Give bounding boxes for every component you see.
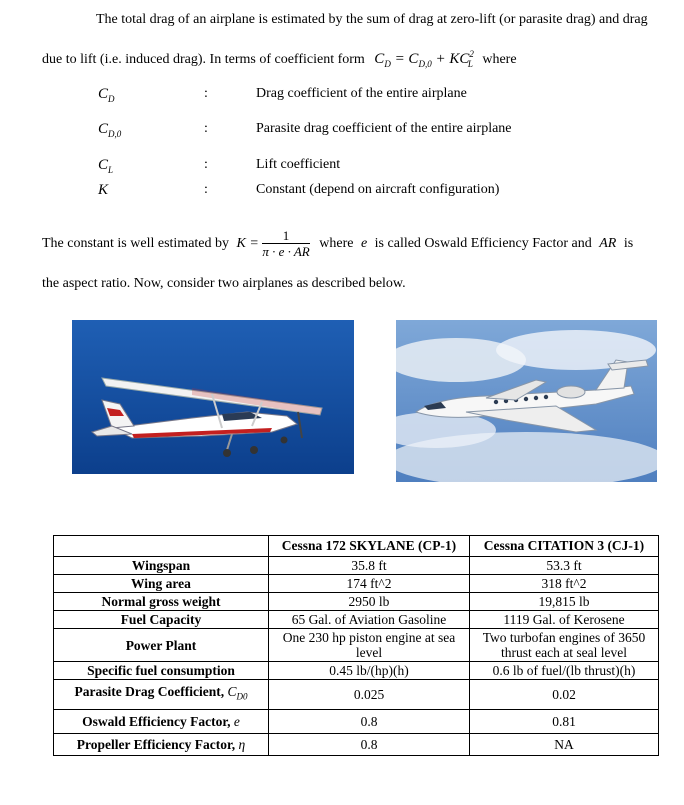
row-label-oswald: Oswald Efficiency Factor, e [54, 709, 269, 733]
def-desc-cd: Drag coefficient of the entire airplane [256, 86, 467, 101]
row-label: Wingspan [54, 557, 269, 575]
table-row [54, 680, 659, 710]
def-desc-cl: Lift coefficient [256, 157, 341, 172]
table-row [54, 733, 659, 755]
k-symbol: K = [236, 236, 259, 252]
table-row [54, 593, 659, 611]
cell-cj1: 0.81 [470, 709, 659, 733]
row-label-parasite: Parasite Drag Coefficient, $C_{D0}$ [54, 680, 269, 710]
table-header-row [54, 536, 659, 557]
cell-cj1: Two turbofan engines of 3650 thrust each at seal level [470, 629, 659, 662]
cell-cp1: 0.025 [269, 680, 470, 710]
cell-cj1: 53.3 ft [470, 557, 659, 575]
intro-line-1: The total drag of an airplane is estimated by the sum of drag at zero-lift (or parasite drag) and drag [96, 12, 648, 27]
cell-cj1: 0.6 lb of fuel/(lb thrust)(h) [470, 662, 659, 680]
header-cj1: Cessna CITATION 3 (CJ-1) [470, 536, 659, 557]
def-colon: : [204, 86, 208, 101]
cell-cj1: 1119 Gal. of Kerosene [470, 611, 659, 629]
row-label-propeller: Propeller Efficiency Factor, η [54, 733, 269, 755]
def-colon: : [204, 121, 208, 136]
def-colon: : [204, 182, 208, 197]
table-row [54, 557, 659, 575]
cell-cp1: 174 ft^2 [269, 575, 470, 593]
oswald-line [42, 228, 682, 260]
cell-cp1: 65 Gal. of Aviation Gasoline [269, 611, 470, 629]
cessna-172-photo [72, 320, 354, 474]
drag-equation: $C_D = C_{D,0} + KC^2_L$ [374, 49, 474, 69]
row-label: Power Plant [54, 629, 269, 662]
row-label: Wing area [54, 575, 269, 593]
def-symbol-cl: $C_L$ [98, 157, 114, 175]
cell-cp1: 2950 lb [269, 593, 470, 611]
row-label: Fuel Capacity [54, 611, 269, 629]
table-row [54, 611, 659, 629]
cell-cp1: 0.45 lb/(hp)(h) [269, 662, 470, 680]
cell-cp1: One 230 hp piston engine at sea level [269, 629, 470, 662]
k-numerator: 1 [262, 228, 309, 244]
header-cp1: Cessna 172 SKYLANE (CP-1) [269, 536, 470, 557]
oswald-post: is called Oswald Efficiency Factor and [374, 236, 592, 252]
intro-line-2 [42, 49, 517, 69]
table-row [54, 629, 659, 662]
def-symbol-cd: $C_D$ [98, 86, 115, 104]
def-symbol-k: K [98, 182, 109, 198]
def-symbol-cd0: $C_{D,0}$ [98, 121, 122, 139]
oswald-e: e [360, 236, 368, 252]
header-empty [54, 536, 269, 557]
cell-cp1: 35.8 ft [269, 557, 470, 575]
row-label: Specific fuel consumption [54, 662, 269, 680]
table-row [54, 709, 659, 733]
table-row [54, 575, 659, 593]
cell-cp1: 0.8 [269, 733, 470, 755]
def-colon: : [204, 157, 208, 172]
def-desc-k: Constant (depend on aircraft configuration) [256, 182, 500, 197]
table-row [54, 662, 659, 680]
cessna-citation-photo [396, 320, 657, 482]
k-denominator: π · e · AR [262, 244, 310, 259]
intro-where: where [482, 52, 517, 67]
row-label: Normal gross weight [54, 593, 269, 611]
oswald-tail: is [623, 236, 634, 252]
oswald-ar: AR [599, 236, 617, 252]
intro-line-2-text: due to lift (i.e. induced drag). In terms of coefficient form [42, 52, 365, 67]
oswald-line-2: the aspect ratio. Now, consider two airplanes as described below. [42, 276, 406, 291]
oswald-where: where [319, 236, 354, 252]
cell-cj1: 19,815 lb [470, 593, 659, 611]
spec-table [53, 535, 659, 756]
def-desc-cd0: Parasite drag coefficient of the entire airplane [256, 121, 512, 136]
k-fraction [262, 228, 309, 260]
cell-cj1: NA [470, 733, 659, 755]
cell-cp1: 0.8 [269, 709, 470, 733]
oswald-pre: The constant is well estimated by [42, 236, 230, 252]
cell-cj1: 0.02 [470, 680, 659, 710]
cell-cj1: 318 ft^2 [470, 575, 659, 593]
